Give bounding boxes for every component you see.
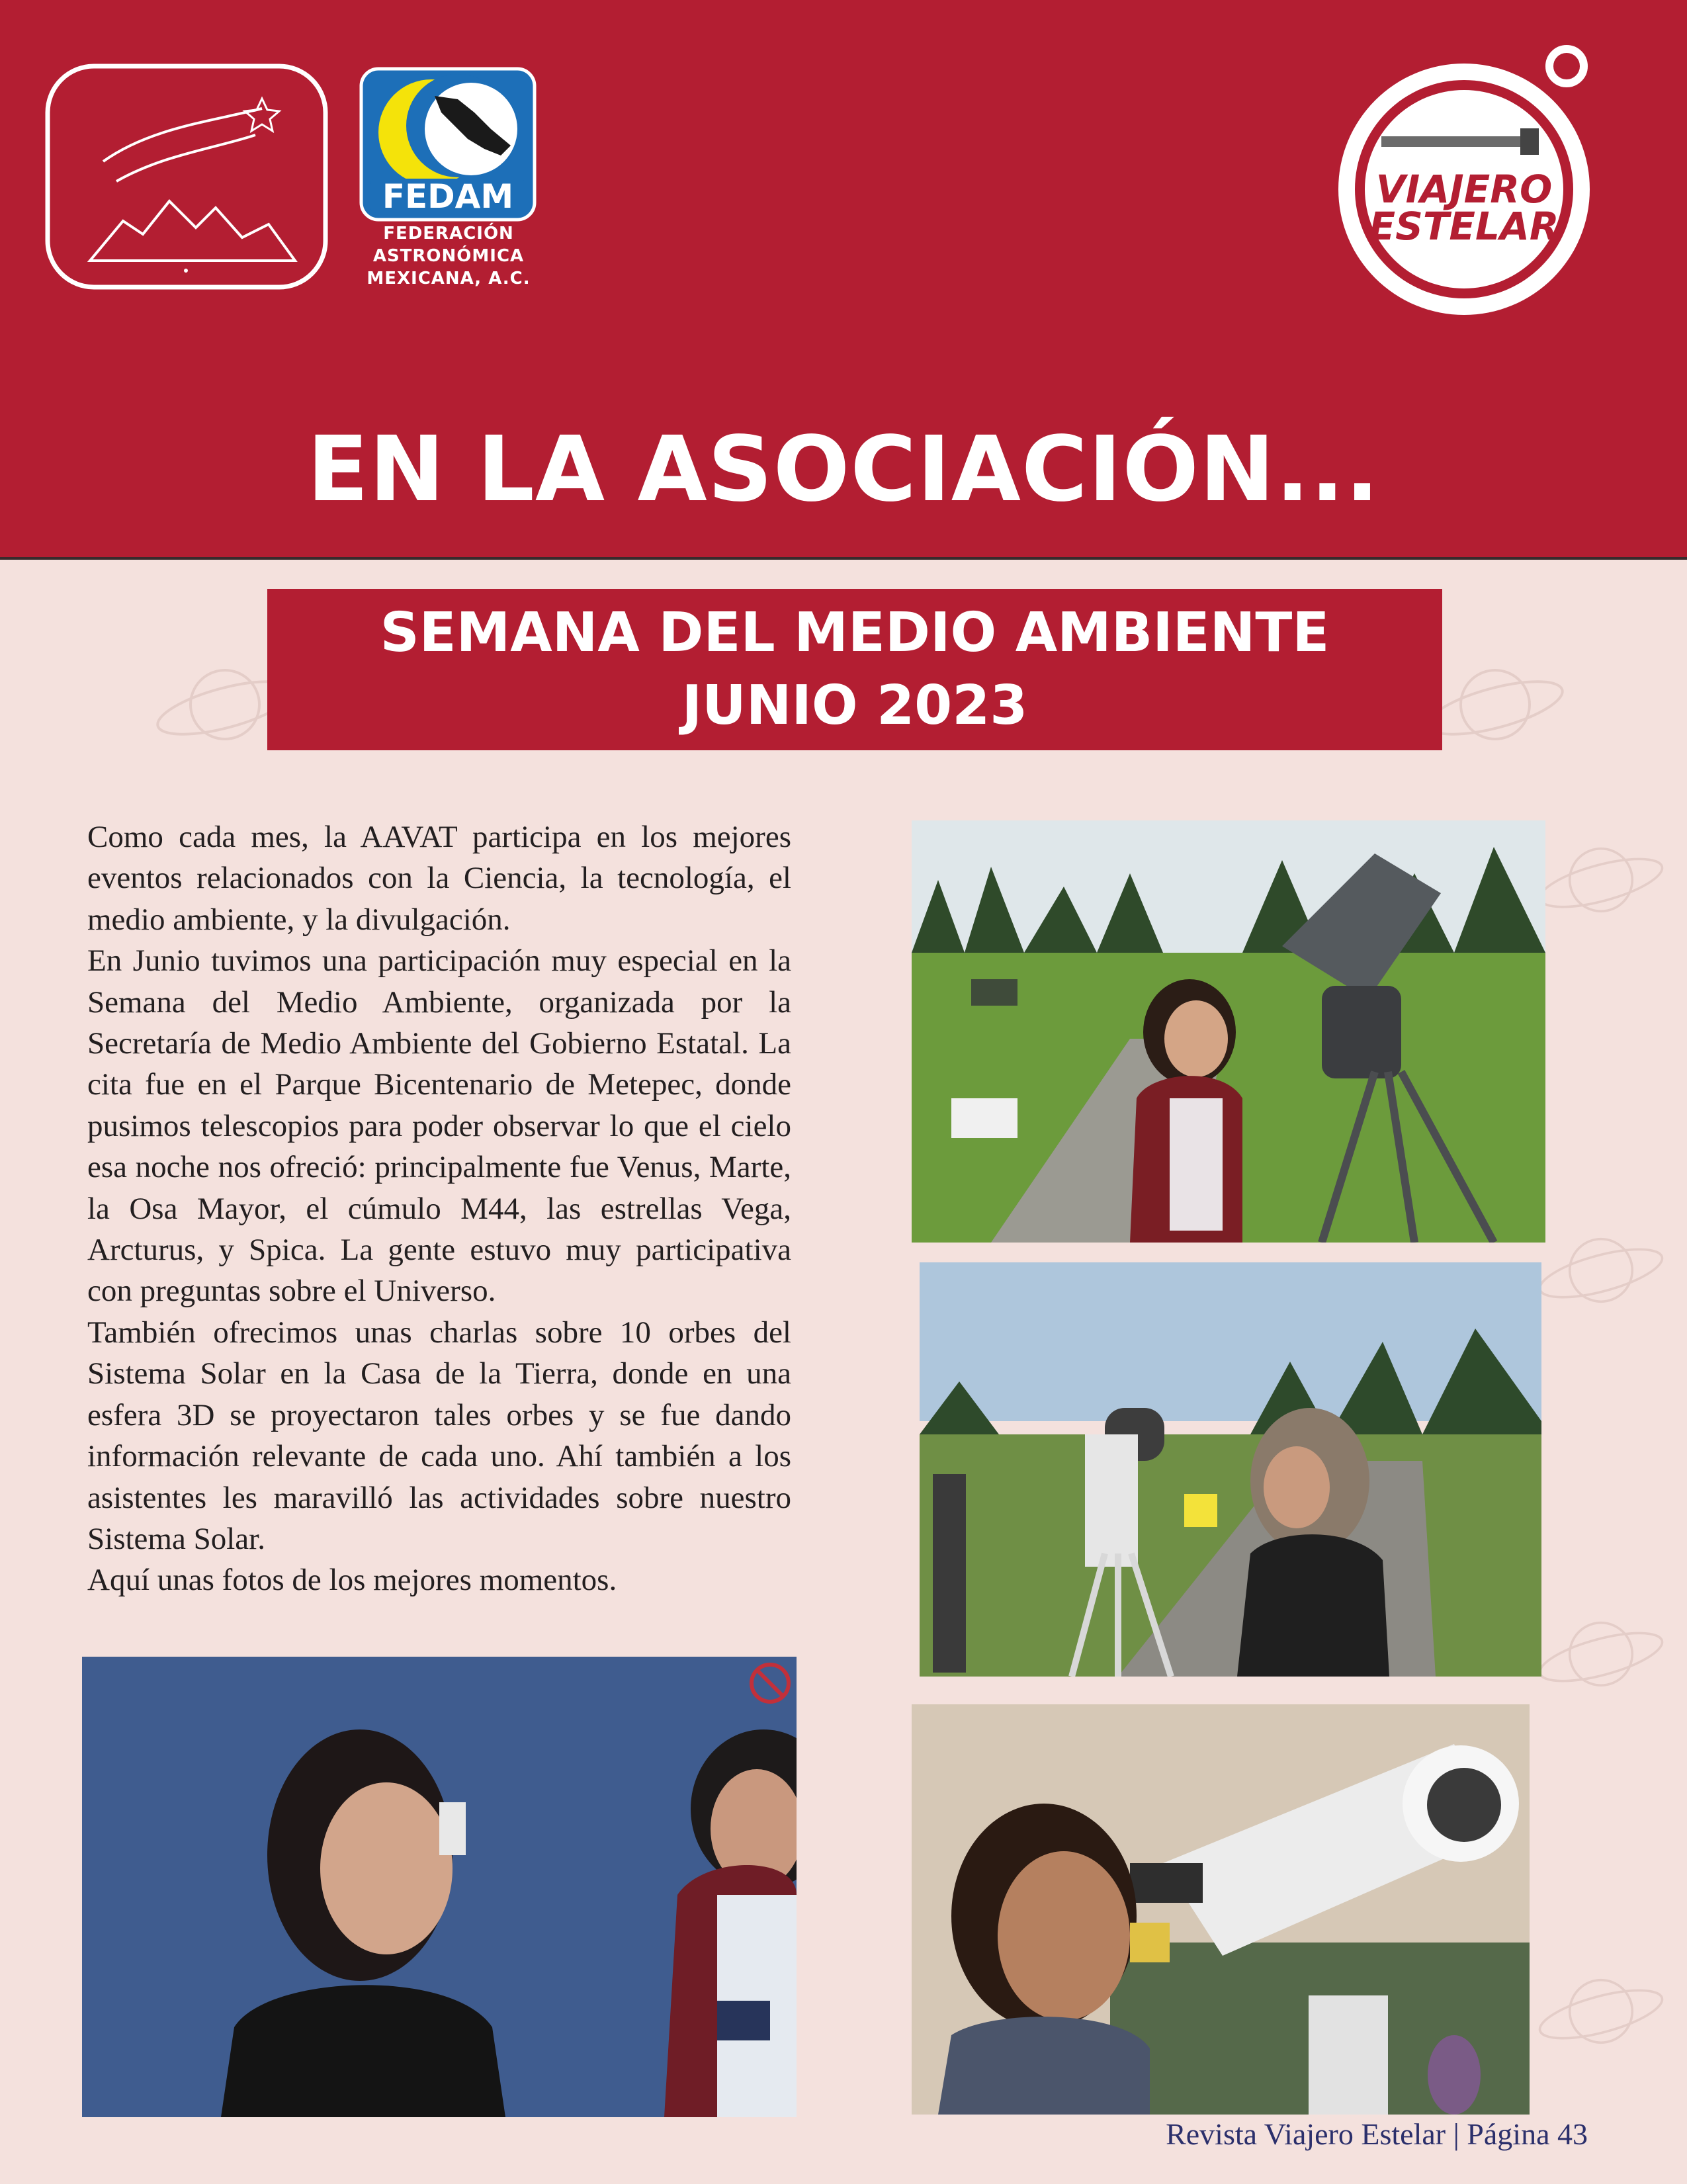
article-body [87, 816, 791, 1601]
viajero-estelar-logo [1322, 44, 1626, 328]
header-divider [0, 557, 1687, 560]
planet-watermark [1535, 1958, 1667, 2064]
svg-text:FEDAM: FEDAM [382, 177, 514, 216]
planet-watermark [1422, 648, 1568, 761]
fedam-caption: FEDERACIÓN ASTRONÓMICA MEXICANA, A.C. [367, 224, 531, 288]
aavt-logo [44, 62, 329, 291]
section-title: EN LA ASOCIACIÓN... [307, 417, 1380, 522]
article-paragraph: Aquí unas fotos de los mejores momentos. [87, 1563, 617, 1598]
article-paragraph: También ofrecimos unas charlas sobre 10 orbes del Sistema Solar en la Casa de la Tierra, donde en una esfera 3D se proyectaron tales orbes y se fue dando información relevante de cada uno. Ahí también a los asistentes les maravilló las actividades sobre nuestro Sistema Solar. [87, 1315, 791, 1556]
article-paragraph: En Junio tuvimos una participación muy especial en la Semana del Medio Ambiente, organizada por la Secretaría de Medio Ambiente del Gobierno Estatal. La cita fue en el Parque Bicentenario de Metepec, donde pusimos telescopios para poder observar lo que el cielo esa noche nos ofreció: principalmente fue Venus, Marte, la Osa Mayor, el cúmulo M44, las estrellas Vega, Arcturus, y Spica. La gente estuvo muy participativa con preguntas sobre el Universo. [87, 943, 791, 1309]
photo-girl-telescope-park [912, 820, 1545, 1243]
article-title-banner [267, 589, 1442, 750]
photo-woman-telescope-evening [920, 1262, 1541, 1677]
svg-text:ESTELAR: ESTELAR [1369, 204, 1559, 249]
photo-women-casa-tierra [82, 1657, 797, 2117]
article-subtitle: JUNIO 2023 [681, 674, 1028, 737]
photo-man-telescope [912, 1704, 1530, 2115]
planet-watermark [1535, 827, 1667, 933]
article-title: SEMANA DEL MEDIO AMBIENTE [380, 601, 1330, 664]
fedam-logo [359, 66, 537, 222]
article-paragraph: Como cada mes, la AAVAT participa en los mejores eventos relacionados con la Ciencia, la tecnología, el medio ambiente, y la divulgación. [87, 820, 791, 937]
svg-text:VIAJERO: VIAJERO [1375, 167, 1553, 212]
page-footer: Revista Viajero Estelar | Página 43 [1166, 2117, 1588, 2151]
planet-watermark [1535, 1601, 1667, 1707]
planet-watermark [1535, 1217, 1667, 1323]
